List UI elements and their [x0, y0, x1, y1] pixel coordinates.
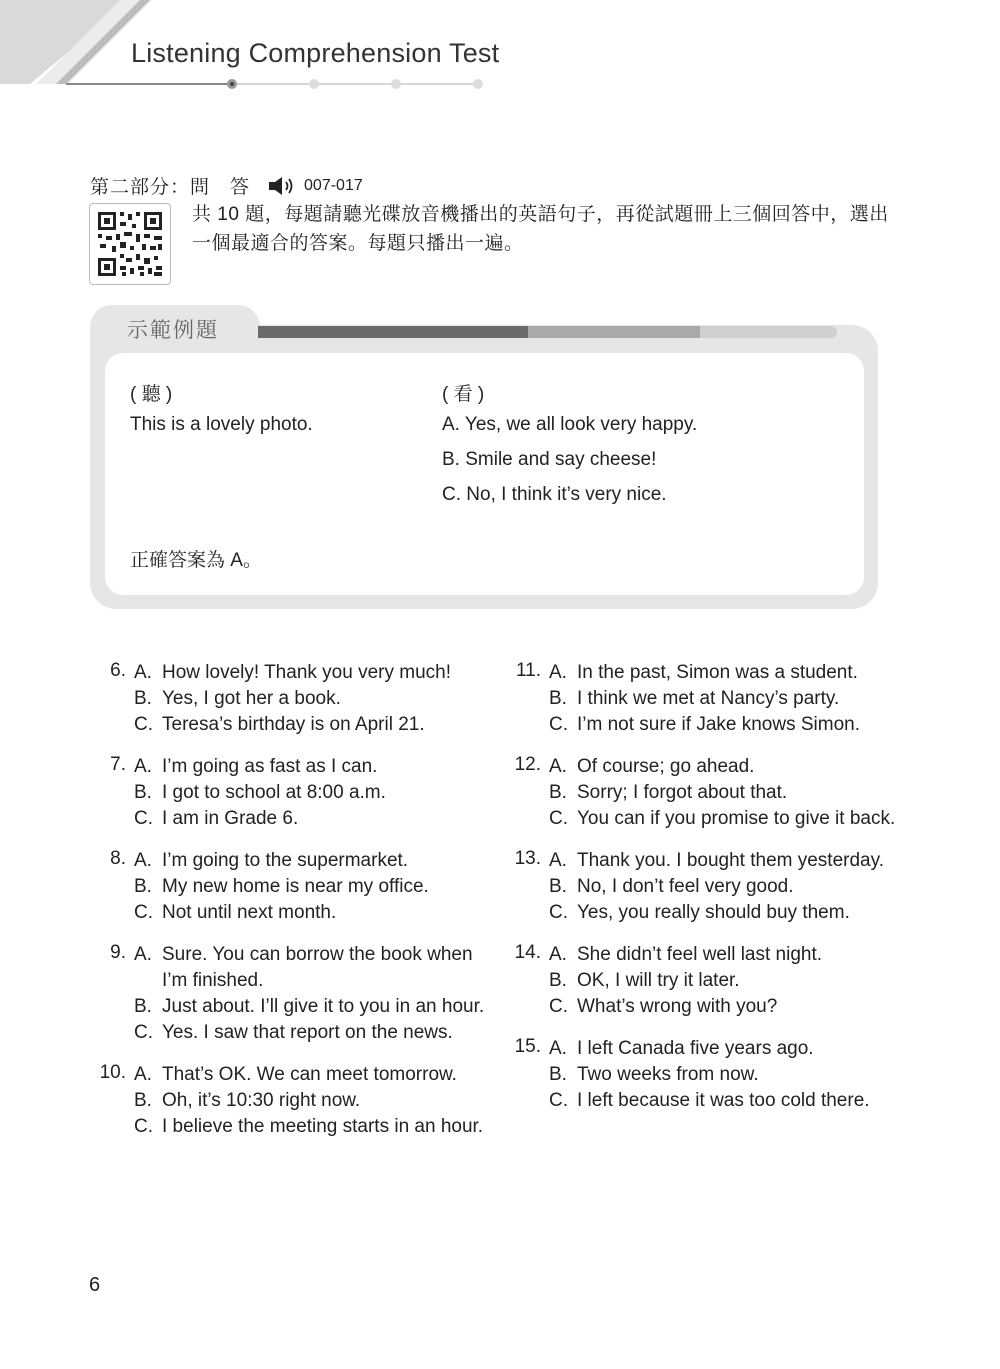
answer-option[interactable]	[126, 686, 488, 712]
option-text: I am in Grade 6.	[162, 808, 299, 829]
option-letter: A.	[549, 1038, 567, 1059]
question-number: 9.	[110, 942, 126, 963]
question-number: 12.	[514, 754, 541, 775]
example-option: B. Smile and say cheese!	[442, 449, 657, 470]
question-number: 10.	[99, 1062, 126, 1083]
answer-option[interactable]	[541, 1088, 903, 1114]
option-letter: C.	[549, 714, 568, 735]
answer-option[interactable]	[126, 900, 488, 926]
question-options	[126, 1062, 488, 1140]
option-text: Thank you. I bought them yesterday.	[577, 850, 884, 871]
option-text: Not until next month.	[162, 902, 337, 923]
listen-text: This is a lovely photo.	[130, 414, 313, 435]
option-text: I’m not sure if Jake knows Simon.	[577, 714, 860, 735]
speaker-icon[interactable]	[268, 175, 298, 197]
option-text: What’s wrong with you?	[577, 996, 778, 1017]
answer-option[interactable]	[126, 1114, 488, 1140]
option-letter: B.	[134, 876, 152, 897]
option-letter: A.	[134, 850, 152, 871]
option-letter: C.	[549, 1090, 568, 1111]
question-item	[88, 1062, 488, 1140]
option-text: Sure. You can borrow the book when I’m finished.	[162, 944, 473, 991]
example-label: 示範例題	[127, 319, 219, 342]
option-letter: A.	[134, 944, 152, 965]
question-options	[126, 848, 488, 926]
answer-option[interactable]	[126, 942, 488, 994]
option-letter: A.	[134, 756, 152, 777]
answer-option[interactable]	[541, 900, 903, 926]
answer-option[interactable]	[126, 780, 488, 806]
answer-option[interactable]	[541, 806, 903, 832]
question-options	[126, 942, 488, 1046]
answer-option[interactable]	[126, 754, 488, 780]
decor-bar-mid	[528, 326, 706, 338]
answer-option[interactable]	[126, 1062, 488, 1088]
option-text: Two weeks from now.	[577, 1064, 759, 1085]
answer-option[interactable]	[126, 994, 488, 1020]
option-text: I’m going as fast as I can.	[162, 756, 378, 777]
question-number: 11.	[515, 660, 541, 681]
option-letter: A.	[549, 850, 567, 871]
qr-code[interactable]	[89, 203, 171, 285]
option-text: OK, I will try it later.	[577, 970, 740, 991]
decor-bar-dark	[258, 326, 532, 338]
option-text: That’s OK. We can meet tomorrow.	[162, 1064, 457, 1085]
question-options	[126, 660, 488, 738]
option-text: I got to school at 8:00 a.m.	[162, 782, 386, 803]
option-letter: B.	[134, 1090, 152, 1111]
option-text: Just about. I’ll give it to you in an hour.	[162, 996, 485, 1017]
page-number: 6	[89, 1274, 101, 1296]
option-letter: C.	[134, 714, 153, 735]
answer-option[interactable]	[126, 1088, 488, 1114]
question-item	[503, 848, 903, 926]
answer-option[interactable]	[541, 994, 903, 1020]
answer-option[interactable]	[541, 712, 903, 738]
answer-option[interactable]	[126, 660, 488, 686]
option-letter: B.	[549, 876, 567, 897]
answer-option[interactable]	[541, 968, 903, 994]
section-label: 第二部分：問 答	[90, 177, 251, 198]
listen-label: ( 聽 )	[130, 384, 173, 405]
answer-option[interactable]	[541, 942, 903, 968]
option-letter: C.	[134, 1116, 153, 1137]
option-text: Sorry; I forgot about that.	[577, 782, 788, 803]
question-options	[541, 660, 903, 738]
option-text: Teresa’s birthday is on April 21.	[162, 714, 425, 735]
question-item	[88, 754, 488, 832]
option-letter: C.	[549, 808, 568, 829]
option-letter: B.	[549, 782, 567, 803]
option-text: She didn’t feel well last night.	[577, 944, 823, 965]
question-number: 15.	[514, 1036, 541, 1057]
answer-option[interactable]	[126, 848, 488, 874]
option-letter: C.	[134, 902, 153, 923]
option-letter: A.	[549, 944, 567, 965]
question-options	[541, 754, 903, 832]
option-letter: A.	[134, 662, 152, 683]
option-letter: B.	[134, 688, 152, 709]
instructions: 共 10 題，每題請聽光碟放音機播出的英語句子，再從試題冊上三個回答中，選出一個最適合的答案。每題只播出一遍。	[192, 204, 889, 254]
answer-option[interactable]	[126, 874, 488, 900]
option-letter: A.	[134, 1064, 152, 1085]
questions-left-column	[88, 660, 488, 1156]
option-letter: C.	[549, 996, 568, 1017]
option-letter: C.	[549, 902, 568, 923]
option-text: Yes, I got her a book.	[162, 688, 341, 709]
option-text: My new home is near my office.	[162, 876, 429, 897]
answer-option[interactable]	[541, 1062, 903, 1088]
question-options	[541, 1036, 903, 1114]
question-item	[88, 660, 488, 738]
page-title: Listening Comprehension Test	[131, 38, 500, 68]
answer-option[interactable]	[541, 874, 903, 900]
section-heading	[90, 172, 363, 199]
question-number: 6.	[110, 660, 126, 681]
option-text: I believe the meeting starts in an hour.	[162, 1116, 484, 1137]
option-text: No, I don’t feel very good.	[577, 876, 794, 897]
answer-option[interactable]	[541, 1036, 903, 1062]
question-number: 7.	[110, 754, 126, 775]
option-letter: B.	[549, 1064, 567, 1085]
question-number: 14.	[514, 942, 541, 963]
option-text: Oh, it’s 10:30 right now.	[162, 1090, 361, 1111]
look-label: ( 看 )	[442, 384, 485, 405]
answer-option[interactable]	[541, 780, 903, 806]
question-options	[541, 942, 903, 1020]
answer-option[interactable]	[541, 848, 903, 874]
option-text: Yes. I saw that report on the news.	[162, 1022, 453, 1043]
option-letter: A.	[549, 662, 567, 683]
question-options	[126, 754, 488, 832]
option-letter: C.	[134, 1022, 153, 1043]
option-text: I left because it was too cold there.	[577, 1090, 870, 1111]
answer-option[interactable]	[541, 660, 903, 686]
answer-option[interactable]	[126, 712, 488, 738]
option-text: In the past, Simon was a student.	[577, 662, 858, 683]
option-text: I left Canada five years ago.	[577, 1038, 814, 1059]
example-answer: 正確答案為 A。	[130, 550, 262, 571]
question-item	[503, 942, 903, 1020]
option-letter: A.	[549, 756, 567, 777]
option-text: Yes, you really should buy them.	[577, 902, 850, 923]
decor-bar-light	[700, 326, 837, 338]
question-options	[541, 848, 903, 926]
question-item	[88, 848, 488, 926]
track-number: 007-017	[304, 176, 363, 194]
example-option: C. No, I think it’s very nice.	[442, 484, 667, 505]
option-text: I’m going to the supermarket.	[162, 850, 409, 871]
question-item	[88, 942, 488, 1046]
question-item	[503, 660, 903, 738]
answer-option[interactable]	[126, 1020, 488, 1046]
option-text: How lovely! Thank you very much!	[162, 662, 451, 683]
example-option: A. Yes, we all look very happy.	[442, 414, 698, 435]
question-item	[503, 1036, 903, 1114]
option-letter: B.	[549, 970, 567, 991]
answer-option[interactable]	[541, 686, 903, 712]
option-text: I think we met at Nancy’s party.	[577, 688, 840, 709]
questions-right-column	[503, 660, 903, 1130]
question-number: 8.	[110, 848, 126, 869]
option-letter: B.	[134, 782, 152, 803]
answer-option[interactable]	[126, 806, 488, 832]
question-item	[503, 754, 903, 832]
answer-option[interactable]	[541, 754, 903, 780]
question-number: 13.	[514, 848, 541, 869]
option-text: Of course; go ahead.	[577, 756, 755, 777]
option-text: You can if you promise to give it back.	[577, 808, 896, 829]
option-letter: B.	[549, 688, 567, 709]
option-letter: C.	[134, 808, 153, 829]
option-letter: B.	[134, 996, 152, 1017]
